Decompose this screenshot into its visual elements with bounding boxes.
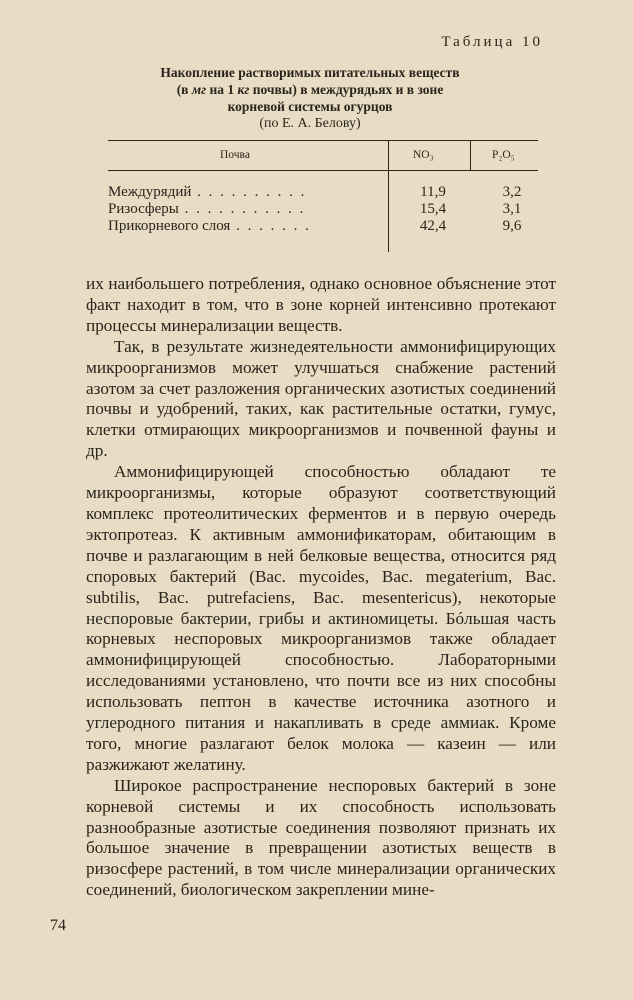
cell-p2o5: 9,6	[502, 218, 522, 234]
paragraph-4: Широкое распространение неспоровых бактерий в зоне корневой системы и их способность использовать разнообразные азотистые соединения позволяют признать их большое значение в превращении азотистых веществ в ризосфере растений, в том числе минерализации органических соединений, биологическом закреплении мине-	[86, 775, 556, 900]
cell-p2o5: 3,1	[502, 201, 522, 217]
table-header-rule	[108, 170, 538, 171]
unit-kg: кг	[237, 82, 250, 97]
unit-mg: мг	[191, 82, 207, 97]
body-text	[86, 274, 556, 901]
header-soil: Почва	[220, 149, 250, 161]
book-page: Таблица 10 Накопление растворимых питательных веществ (в мг на 1 кг почвы) в междурядьях и в зоне корневой системы огурцов (по Е. А. Белову) Почва NO₃ P₂O₅ Междурядий . . . . . . . . . . 11,9 3,2 Ризосферы . . . . . . . . . . . 15,4 3,1 Прикорневого слоя . . . . . . . 42,4 9,6 их наибольшего потребления, однако основное объяснение этот факт находит в том, что в зоне корней интенсивно протекают процессы минерализации веществ. Так, в результате жизнедеятельности аммонифицирующих микроорганизмов может улучшаться снабжение растений азотом за счет разложения органических азотистых соединений почвы и удобрений, таких, как растительные остатки, гумус, клетки отмирающих микроорганизмов и почвенной фауны и др. Аммонифицирующей способностью обладают те микроорганизмы, которые образуют соответствующий комплекс протеолитических ферментов и в первую очередь эктопротеаз. К активным аммонификаторам, обитающим в почве и разлагающим в ней белковые вещества, относится ряд споровых бактерий (Bac. mycoides, Bac. megaterium, Bac. subtilis, Bac. putrefaciens, Bac. mesentericus), некоторые неспоровые бактерии, грибы и актиномицеты. Бóльшая часть корневых неспоровых микроорганизмов также обладает аммонифицирующей способностью. Лабораторными исследованиями установлено, что почти все из них способны использовать пептон в качестве источника азотного и углеродного питания и накапливать в среде аммиак. Кроме того, многие разлагают белок молока — казеин — или разжижают желатину. Широкое распространение неспоровых бактерий в зоне корневой системы и их способность использовать разнообразные азотистые соединения позволяют признать их большое значение в превращении азотистых веществ в ризосфере растений, в том числе минерализации органических соединений, биологическом закреплении мине- 74	[50, 34, 556, 934]
header-p2o5: P₂O₅	[492, 149, 515, 161]
table-number-label: Таблица 10	[441, 34, 543, 50]
table-column-divider-1	[388, 140, 389, 252]
table-title	[100, 64, 520, 132]
table-column-divider-2	[470, 140, 471, 170]
table-title-line1: Накопление растворимых питательных веществ	[160, 65, 460, 80]
header-no3: NO₃	[413, 149, 434, 161]
cell-no3: 11,9	[420, 184, 446, 200]
table-title-line3: корневой системы огурцов	[227, 99, 393, 114]
paragraph-3: Аммонифицирующей способностью обладают те микроорганизмы, которые образуют соответствующий комплекс протеолитических ферментов и в первую очередь эктопротеаз. К активным аммонификаторам, обитающим в почве и разлагающим в ней белковые вещества, относится ряд споровых бактерий (Bac. mycoides, Bac. megaterium, Bac. subtilis, Bac. putrefaciens, Bac. mesentericus), некоторые неспоровые бактерии, грибы и актиномицеты. Бóльшая часть корневых неспоровых микроорганизмов также обладает аммонифицирующей способностью. Лабораторными исследованиями установлено, что почти все из них способны использовать пептон в качестве источника азотного и углеродного питания и накапливать в среде аммиак. Кроме того, многие разлагают белок молока — казеин — или разжижают желатину.	[86, 462, 556, 774]
table-top-rule	[108, 140, 538, 141]
cell-p2o5: 3,2	[502, 184, 522, 200]
paragraph-1: их наибольшего потребления, однако основное объяснение этот факт находит в том, что в зоне корней интенсивно протекают процессы минерализации веществ.	[86, 274, 556, 335]
page-number: 74	[50, 917, 66, 934]
paragraph-2: Так, в результате жизнедеятельности аммонифицирующих микроорганизмов может улучшаться снабжение растений азотом за счет разложения органических азотистых соединений почвы и удобрений, таких, как растительные остатки, гумус, клетки отмирающих микроорганизмов и почвенной фауны и др.	[86, 336, 556, 461]
table-source: (по Е. А. Белову)	[259, 116, 361, 131]
row-name: Ризосферы	[108, 201, 179, 217]
table-title-line2: (в мг на 1 кг почвы) в междурядьях и в зоне	[176, 82, 444, 97]
cell-no3: 15,4	[419, 201, 447, 217]
cell-no3: 42,4	[419, 218, 447, 234]
row-name: Прикорневого слоя	[108, 218, 231, 234]
row-name: Междурядий	[108, 184, 192, 200]
